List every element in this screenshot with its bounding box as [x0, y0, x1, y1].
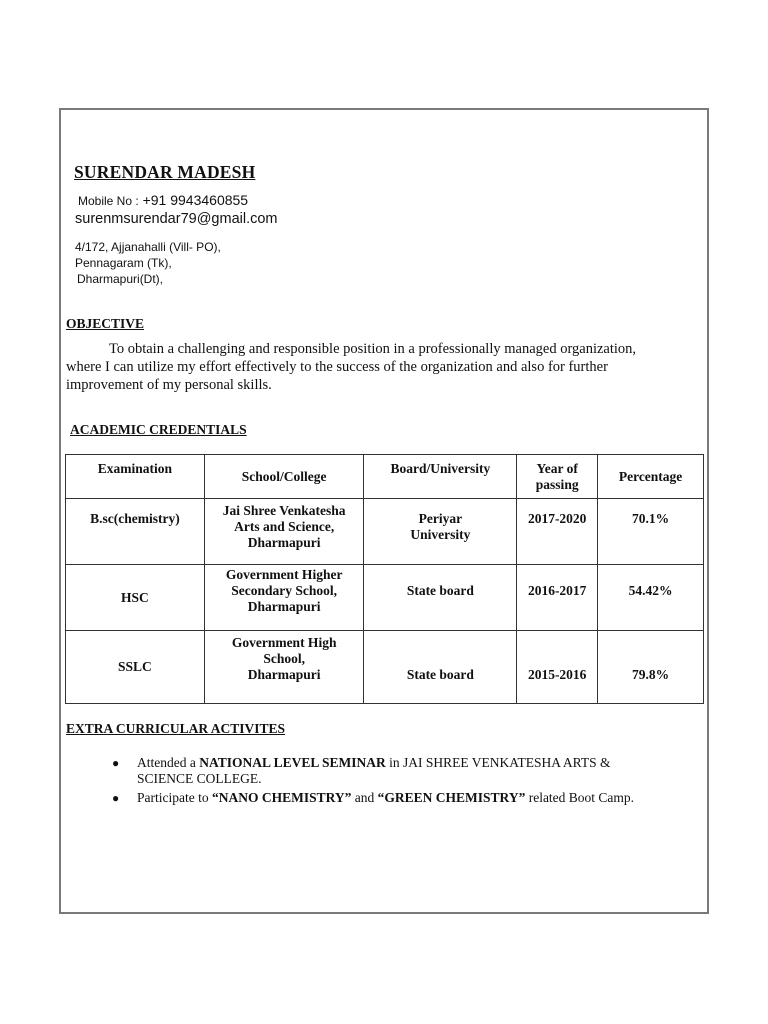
cell-board: State board — [364, 565, 517, 631]
cell-percentage: 70.1% — [598, 499, 704, 565]
cell-exam: SSLC — [66, 631, 205, 704]
objective-heading: OBJECTIVE — [66, 316, 145, 331]
col-board: Board/University — [364, 455, 517, 499]
email-address: surenmsurendar79@gmail.com — [75, 211, 278, 227]
cell-school: Government Higher Secondary School, Dharmapuri — [204, 565, 364, 631]
academic-table — [65, 454, 704, 704]
list-item: ● Participate to “NANO CHEMISTRY” and “GREEN CHEMISTRY” related Boot Camp. — [112, 790, 635, 805]
table-row — [66, 499, 704, 565]
objective-text — [66, 340, 708, 394]
bullet-icon: ● — [112, 756, 120, 770]
extra-curricular-heading: EXTRA CURRICULAR ACTIVITES — [66, 721, 286, 736]
table-row — [66, 631, 704, 704]
col-percentage: Percentage — [598, 455, 704, 499]
objective-line: where I can utilize my effort effectively to the success of the organization and also for further — [66, 359, 608, 375]
objective-line: improvement of my personal skills. — [66, 377, 272, 393]
cell-percentage: 54.42% — [598, 565, 704, 631]
table-header-row — [66, 455, 704, 499]
address-line-1: 4/172, Ajjanahalli (Vill- PO), — [75, 240, 221, 254]
cell-year: 2016-2017 — [517, 565, 598, 631]
table-row — [66, 565, 704, 631]
col-school: School/College — [204, 455, 364, 499]
cell-year: 2017-2020 — [517, 499, 598, 565]
candidate-name: SURENDAR MADESH — [74, 162, 256, 182]
cell-year: 2015-2016 — [517, 631, 598, 704]
bullet-icon: ● — [112, 791, 120, 805]
list-item: ● Attended a NATIONAL LEVEL SEMINAR in JAI SHREE VENKATESHA ARTS & SCIENCE COLLEGE. — [112, 755, 611, 786]
cell-exam: B.sc(chemistry) — [66, 499, 205, 565]
cell-school: Jai Shree Venkatesha Arts and Science, Dharmapuri — [204, 499, 364, 565]
cell-school: Government High School, Dharmapuri — [204, 631, 364, 704]
address-line-2: Pennagaram (Tk), — [75, 256, 172, 270]
col-examination: Examination — [66, 455, 205, 499]
cell-board: Periyar University — [364, 499, 517, 565]
objective-line: To obtain a challenging and responsible position in a professionally managed organization, — [109, 341, 637, 357]
col-year: Year of passing — [517, 455, 598, 499]
academic-heading: ACADEMIC CREDENTIALS — [70, 422, 247, 437]
mobile-number: +91 9943460855 — [142, 192, 249, 208]
address-line-3: Dharmapuri(Dt), — [77, 272, 164, 286]
cell-board: State board — [364, 631, 517, 704]
cell-exam: HSC — [66, 565, 205, 631]
cell-percentage: 79.8% — [598, 631, 704, 704]
mobile-label: Mobile No : — [78, 194, 139, 208]
mobile-line — [78, 192, 248, 208]
